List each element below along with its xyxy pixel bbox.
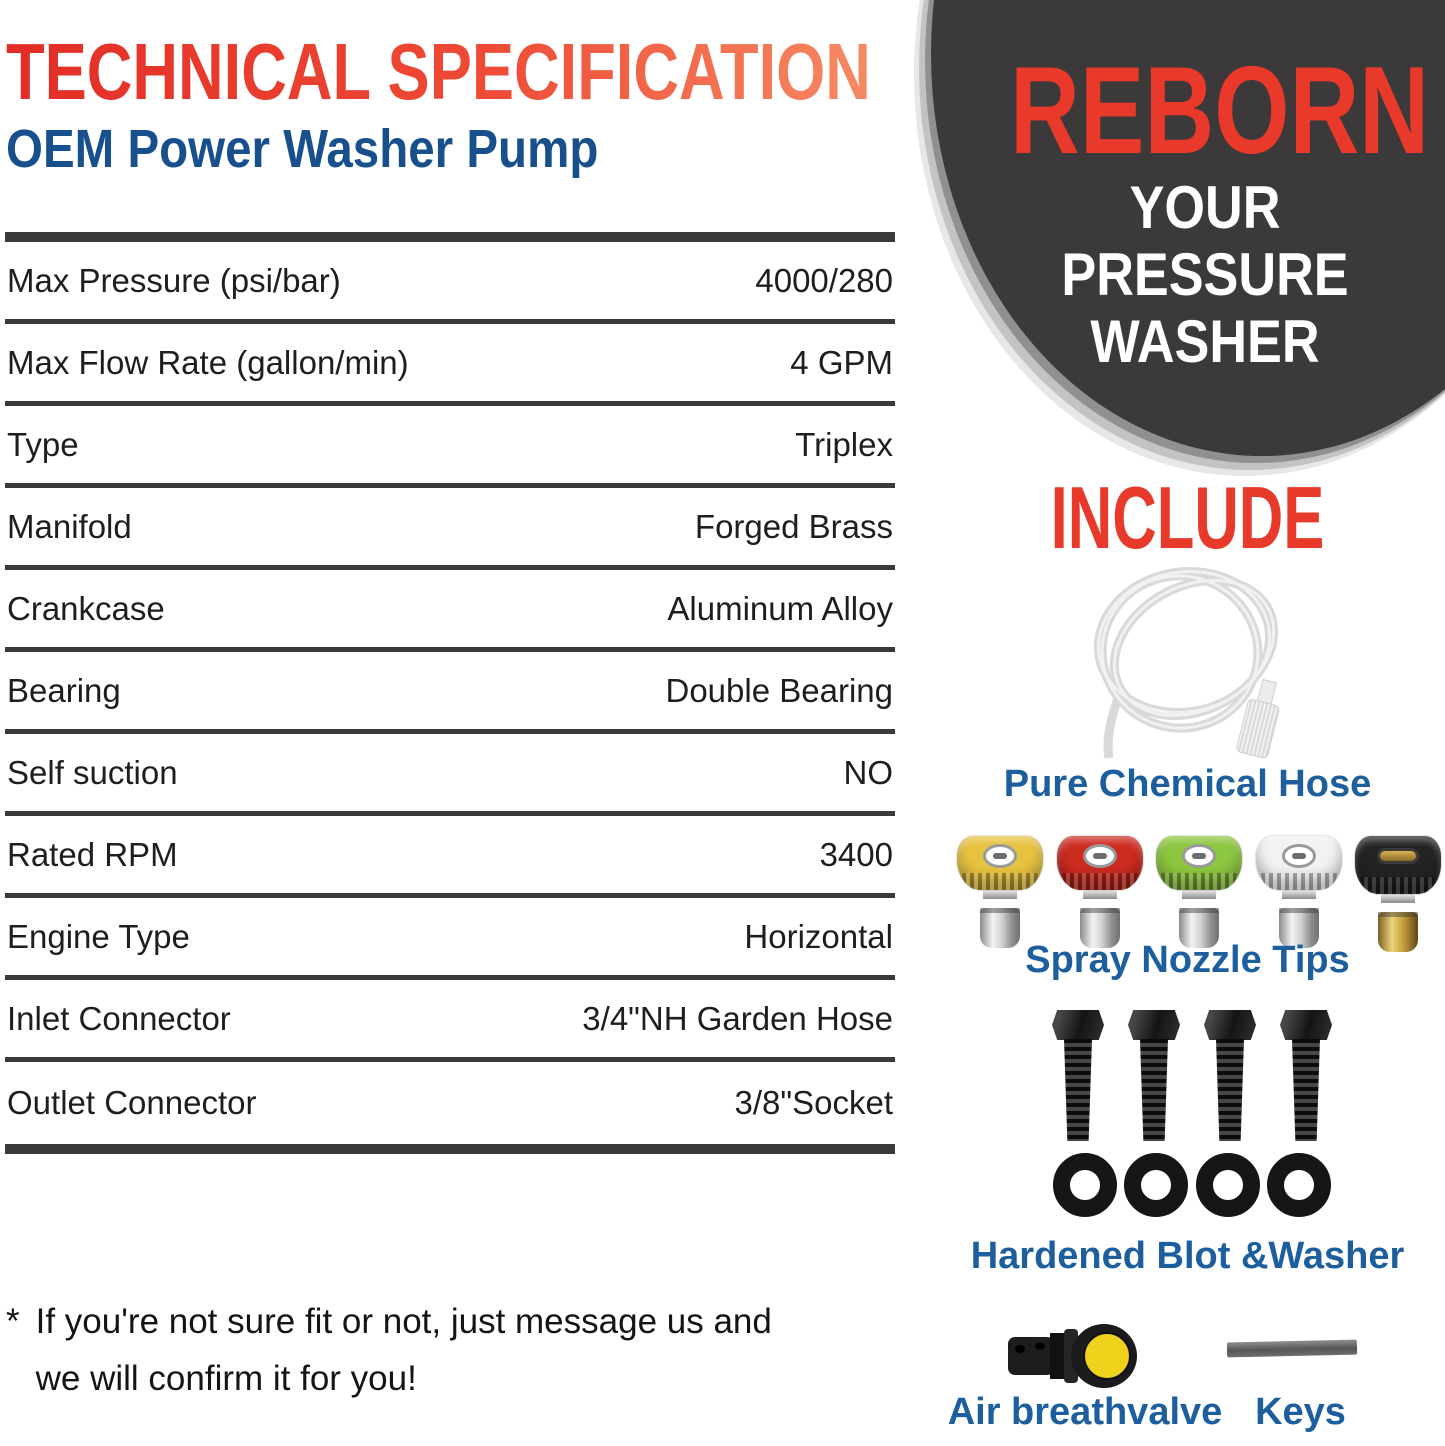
nozzle-white-icon: [1255, 836, 1343, 940]
spec-label: Engine Type: [7, 917, 190, 955]
spec-label: Inlet Connector: [7, 999, 231, 1037]
nozzle-cap: [1355, 836, 1441, 894]
spec-value: 3/8"Socket: [734, 1084, 893, 1121]
spec-label: Crankcase: [7, 589, 165, 627]
bolt-icon: [1050, 1010, 1106, 1141]
chemical-hose-image: [1082, 550, 1300, 764]
caption-keys: Keys: [1255, 1391, 1346, 1433]
footnote-text: If you're not sure fit or not, just message us and we will confirm it for you!: [35, 1302, 772, 1398]
bolt-icon: [1278, 1010, 1334, 1141]
nozzle-cap: [1057, 836, 1143, 890]
include-heading: INCLUDE: [1050, 468, 1325, 567]
nozzle-black-icon: [1354, 836, 1442, 940]
nozzle-collar: [1083, 890, 1117, 899]
washer-icon: [1053, 1153, 1117, 1217]
badge-line: PRESSURE: [1061, 241, 1349, 308]
badge-subtitle: [988, 174, 1423, 375]
nozzle-cap: [957, 836, 1043, 890]
washer-set: [1053, 1153, 1331, 1217]
key-image: [1227, 1340, 1357, 1358]
badge-line: WASHER: [1090, 308, 1320, 375]
table-row: [5, 898, 895, 980]
nozzle-orifice: [1377, 848, 1419, 864]
spec-label: Self suction: [7, 753, 178, 791]
badge-line: YOUR: [1129, 174, 1281, 241]
air-breath-valve-image: [1006, 1322, 1138, 1390]
nozzle-knurl: [1161, 873, 1237, 890]
nozzle-cap: [1256, 836, 1342, 890]
nozzle-cap: [1156, 836, 1242, 890]
spec-label: Bearing: [7, 671, 121, 709]
nozzle-collar: [1381, 894, 1415, 903]
table-bottom-bar: [5, 1144, 895, 1154]
bolt-set: [1050, 1010, 1334, 1141]
caption-spray-nozzle-tips: Spray Nozzle Tips: [1025, 939, 1350, 981]
table-row: [5, 488, 895, 570]
nozzle-knurl: [962, 873, 1038, 890]
nozzle-orifice: [1182, 844, 1216, 868]
footnote: [6, 1294, 906, 1407]
nozzle-orifice: [1282, 844, 1316, 868]
spec-label: Max Pressure (psi/bar): [7, 261, 341, 299]
spec-value: 4000/280: [755, 261, 893, 299]
badge-title: REBORN: [1010, 42, 1430, 180]
washer-icon: [1196, 1153, 1260, 1217]
nozzle-red-icon: [1056, 836, 1144, 940]
spec-label: Outlet Connector: [7, 1084, 257, 1121]
spec-label: Rated RPM: [7, 835, 178, 873]
table-row: [5, 816, 895, 898]
nozzle-collar: [983, 890, 1017, 899]
bolt-icon: [1202, 1010, 1258, 1141]
spec-value: Double Bearing: [665, 671, 893, 709]
nozzle-orifice: [1083, 844, 1117, 868]
spec-value: Aluminum Alloy: [667, 589, 893, 627]
caption-pure-chemical-hose: Pure Chemical Hose: [1003, 763, 1372, 805]
footnote-marker: *: [6, 1302, 20, 1341]
caption-air-breathvalve: Air breathvalve: [947, 1391, 1223, 1433]
spec-label: Type: [7, 425, 79, 463]
spray-nozzle-tips: [956, 836, 1442, 940]
table-row: [5, 242, 895, 324]
spec-value: Triplex: [795, 425, 893, 463]
spec-value: 3400: [819, 835, 893, 873]
nozzle-green-icon: [1155, 836, 1243, 940]
spec-value: Horizontal: [744, 917, 893, 955]
nozzle-collar: [1182, 890, 1216, 899]
spec-value: Forged Brass: [694, 507, 893, 545]
nozzle-orifice: [983, 844, 1017, 868]
spec-table: [5, 232, 895, 1154]
table-top-bar: [5, 232, 895, 242]
nozzle-knurl: [1261, 873, 1337, 890]
table-row: [5, 324, 895, 406]
page-subtitle: OEM Power Washer Pump: [6, 119, 599, 179]
table-row: [5, 980, 895, 1062]
nozzle-knurl: [1062, 873, 1138, 890]
washer-icon: [1124, 1153, 1188, 1217]
nozzle-knurl: [1360, 877, 1436, 894]
table-row: [5, 570, 895, 652]
table-row: [5, 1062, 895, 1144]
spec-label: Manifold: [7, 507, 132, 545]
nozzle-collar: [1282, 890, 1316, 899]
table-row: [5, 652, 895, 734]
table-row: [5, 406, 895, 488]
spec-label: Max Flow Rate (gallon/min): [7, 343, 409, 381]
spec-value: 3/4"NH Garden Hose: [582, 999, 893, 1037]
spec-value: NO: [843, 753, 893, 791]
spec-value: 4 GPM: [790, 343, 893, 381]
table-row: [5, 734, 895, 816]
washer-icon: [1267, 1153, 1331, 1217]
bolt-icon: [1126, 1010, 1182, 1141]
nozzle-yellow-icon: [956, 836, 1044, 940]
caption-hardened-bolt-washer: Hardened Blot &Washer: [970, 1235, 1405, 1277]
page-title: TECHNICAL SPECIFICATION: [6, 27, 871, 116]
